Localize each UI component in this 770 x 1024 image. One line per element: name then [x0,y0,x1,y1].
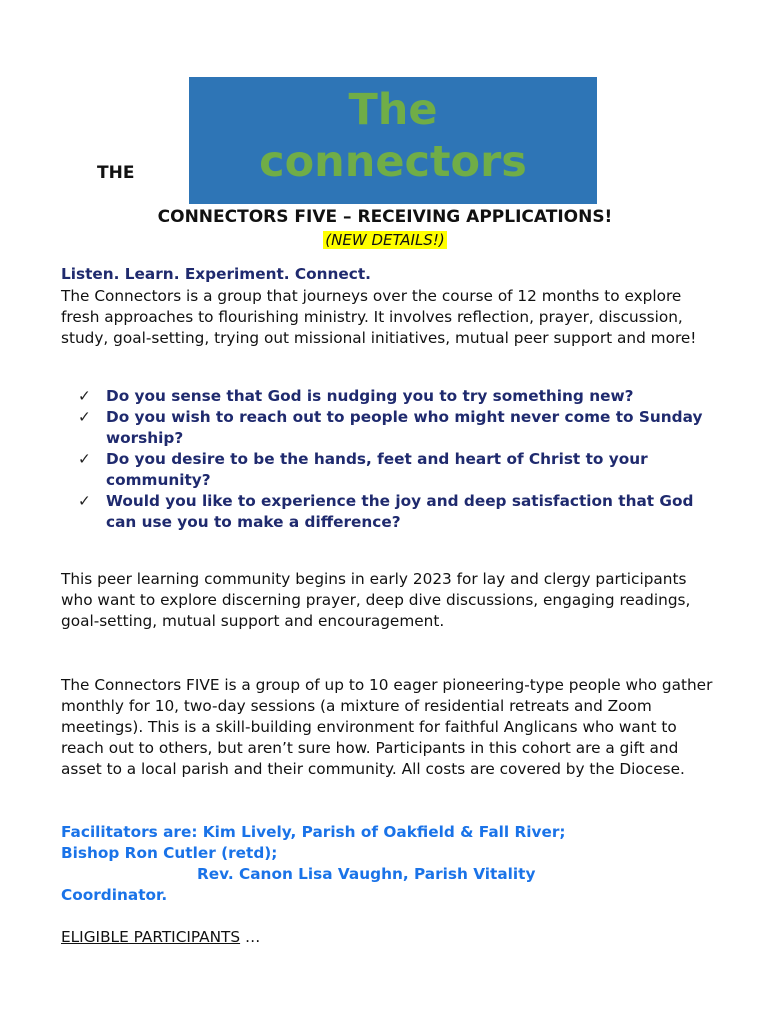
checklist-item-text: Do you wish to reach out to people who might never come to Sunday worship? [106,408,703,447]
logo-line-1: The [348,85,438,135]
intro-paragraph: The Connectors is a group that journeys over the course of 12 months to explore fresh approaches to flourishing ministry. It involves reflection, prayer, discussion, study, goal-setting, trying out missional initiatives, mutual peer support and more! [61,287,697,347]
facilitators-line-1: Facilitators are: Kim Lively, Parish of Oakfield & Fall River; [61,823,566,841]
page-title: CONNECTORS FIVE – RECEIVING APPLICATIONS! [157,207,613,227]
facilitators-line-2: Bishop Ron Cutler (retd); [61,844,278,862]
tagline: Listen. Learn. Experiment. Connect. [61,265,371,283]
the-label: THE [97,163,135,183]
checklist-item [78,407,718,449]
checklist-item-text: Do you sense that God is nudging you to try something new? [106,387,634,405]
new-details-highlight: (NEW DETAILS!) [325,231,445,249]
facilitators-line-3: Rev. Canon Lisa Vaughn, Parish Vitality [197,865,536,883]
checklist-item [78,491,718,533]
question-checklist [78,386,718,533]
checklist-item-text: Would you like to experience the joy and deep satisfaction that God can use you to make a difference? [106,492,694,531]
checkmark-icon: ✓ [78,387,91,405]
connectors-logo [189,77,597,204]
checkmark-icon: ✓ [78,408,91,426]
checklist-item-text: Do you desire to be the hands, feet and heart of Christ to your community? [106,450,648,489]
eligible-participants-label: ELIGIBLE PARTICIPANTS [61,928,241,946]
eligible-participants-ellipsis: … [240,928,261,946]
checklist-item [78,386,718,407]
group-details-paragraph: The Connectors FIVE is a group of up to 10 eager pioneering-type people who gather monthly for 10, two-day sessions (a mixture of residential retreats and Zoom meetings). This is a skill-building environment for faithful Anglicans who want to reach out to others, but aren’t sure how. Participants in this cohort are a gift and asset to a local parish and their community. All costs are covered by the Diocese. [61,676,713,778]
new-details-note [0,230,770,250]
facilitators-line-4: Coordinator. [61,886,168,904]
eligible-participants [61,927,721,948]
logo-line-2: connectors [259,137,527,187]
checkmark-icon: ✓ [78,450,91,468]
community-paragraph: This peer learning community begins in early 2023 for lay and clergy participants who want to explore discerning prayer, deep dive discussions, engaging readings, goal-setting, mutual support and encouragement. [61,570,691,630]
checklist-item [78,449,718,491]
checkmark-icon: ✓ [78,492,91,510]
facilitators-block [61,822,721,906]
